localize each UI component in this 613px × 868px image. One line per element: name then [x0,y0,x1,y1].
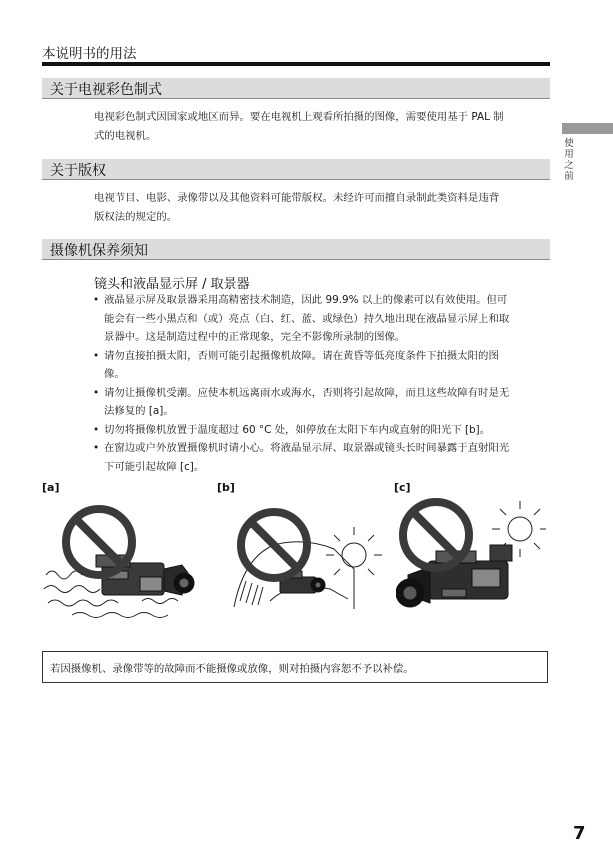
page-title: 本说明书的用法 [42,46,137,62]
figure-label-c: [c] [394,481,411,494]
section-title: 关于版权 [50,163,106,179]
liability-notice-box [42,651,548,683]
body-line: 电视彩色制式因国家或地区而异。要在电视机上观看所拍摄的图像，需要使用基于 PAL 制 [94,111,504,123]
section-body-copyright [94,189,550,226]
page-number: 7 [573,823,586,844]
list-item: • 切勿将摄像机放置于温度超过 60 °C 处，如停放在太阳下车内或直射的阳光下 [b]。 [92,421,552,440]
section-title: 摄像机保养须知 [50,243,148,259]
side-tab-marker [562,123,613,134]
section-heading-copyright [42,159,550,180]
figure-label-b: [b] [217,481,235,494]
title-rule [42,62,550,66]
section-heading-camcorder-care [42,239,550,260]
section-heading-tv-color-system [42,78,550,99]
section-title: 关于电视彩色制式 [50,82,162,98]
body-line: 电视节目、电影、录像带以及其他资料可能带版权。未经许可而擅自录制此类资料是违背 [94,192,500,204]
list-item: • 液晶显示屏及取景器采用高精密技术制造，因此 99.9% 以上的像素可以有效使用。但可 能会有一些小黑点和（或）亮点（白、红、蓝、或绿色）持久地出现在液晶显示屏上和取 景器中。这是制造过程中的正常现象，完全不影像所录制的图像。 [92,291,552,347]
camcorder-in-hot-car-prohibited-icon [230,497,390,617]
liability-notice-text: 若因摄像机、录像带等的故障而不能摄像或放像，则对拍摄内容恕不予以补偿。 [50,663,414,675]
body-line: 式的电视机。 [94,129,157,142]
side-tab-label: 使用之前 [564,138,574,182]
care-bullet-list [92,291,552,476]
figure-label-a: [a] [42,481,60,494]
list-item: • 请勿直接拍摄太阳，否则可能引起摄像机故障。请在黄昏等低亮度条件下拍摄太阳的图 像。 [92,347,552,384]
list-item: • 请勿让摄像机受潮。应使本机远离雨水或海水，否则将引起故障，而且这些故障有时是无 法修复的 [a]。 [92,384,552,421]
list-item: • 在窗边或户外放置摄像机时请小心。将液晶显示屏、取景器或镜头长时间暴露于直射阳光 下可能引起故障 [c]。 [92,439,552,476]
subsection-title-lens-lcd: 镜头和液晶显示屏 / 取景器 [94,277,250,292]
camcorder-under-sun-prohibited-icon [396,497,546,637]
section-body-tv-color-system [94,108,550,145]
camcorder-in-water-prohibited-icon [42,497,202,627]
body-line: 版权法的规定的。 [94,210,178,223]
